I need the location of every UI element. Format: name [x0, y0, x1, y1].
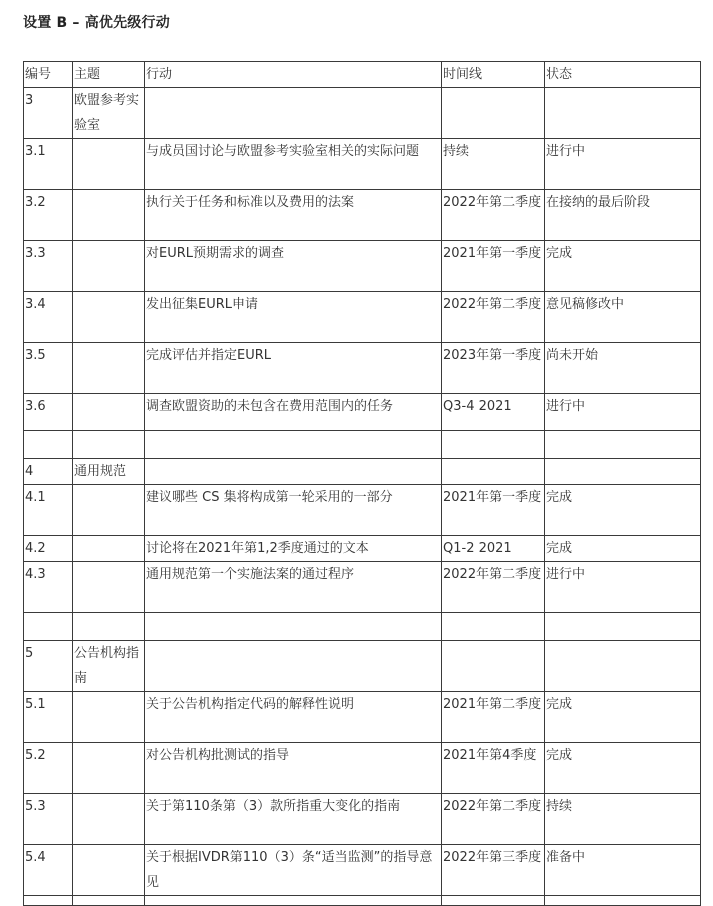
cell-action — [145, 896, 442, 906]
cell-topic — [73, 292, 145, 343]
header-action: 行动 — [145, 62, 442, 88]
cell-id: 4.1 — [24, 485, 73, 536]
table-row — [24, 431, 701, 459]
cell-status: 尚未开始 — [545, 343, 701, 394]
cell-action: 关于根据IVDR第110（3）条“适当监测”的指导意见 — [145, 845, 442, 896]
cell-action: 关于第110条第（3）款所指重大变化的指南 — [145, 794, 442, 845]
cell-topic: 公告机构指南 — [73, 641, 145, 692]
cell-action: 通用规范第一个实施法案的通过程序 — [145, 562, 442, 613]
cell-action: 执行关于任务和标准以及费用的法案 — [145, 190, 442, 241]
table-row — [24, 536, 701, 562]
cell-id: 3.2 — [24, 190, 73, 241]
cell-timeline — [442, 613, 545, 641]
cell-status — [545, 896, 701, 906]
cell-topic — [73, 613, 145, 641]
table-row — [24, 743, 701, 794]
cell-timeline: 持续 — [442, 139, 545, 190]
cell-action: 对EURL预期需求的调查 — [145, 241, 442, 292]
cell-timeline — [442, 459, 545, 485]
cell-status: 进行中 — [545, 562, 701, 613]
cell-status: 进行中 — [545, 139, 701, 190]
cell-timeline — [442, 641, 545, 692]
cell-timeline: 2022年第二季度 — [442, 190, 545, 241]
cell-topic — [73, 562, 145, 613]
cell-action: 对公告机构批测试的指导 — [145, 743, 442, 794]
cell-id: 3.6 — [24, 394, 73, 431]
table-body — [24, 88, 701, 906]
cell-id — [24, 431, 73, 459]
header-topic: 主题 — [73, 62, 145, 88]
table-row — [24, 794, 701, 845]
cell-timeline: 2021年第二季度 — [442, 692, 545, 743]
cell-status: 意见稿修改中 — [545, 292, 701, 343]
table-row — [24, 692, 701, 743]
page-title: 设置 B – 高优先级行动 — [23, 15, 170, 31]
cell-action — [145, 459, 442, 485]
cell-id: 3.1 — [24, 139, 73, 190]
cell-status: 完成 — [545, 241, 701, 292]
cell-id: 5 — [24, 641, 73, 692]
cell-timeline: 2021年第一季度 — [442, 485, 545, 536]
cell-timeline: 2021年第一季度 — [442, 241, 545, 292]
table-row — [24, 845, 701, 896]
cell-topic — [73, 743, 145, 794]
cell-status: 完成 — [545, 485, 701, 536]
cell-topic — [73, 692, 145, 743]
cell-timeline: Q1-2 2021 — [442, 536, 545, 562]
cell-topic — [73, 794, 145, 845]
cell-topic — [73, 190, 145, 241]
cell-topic: 欧盟参考实验室 — [73, 88, 145, 139]
cell-timeline: 2022年第二季度 — [442, 562, 545, 613]
cell-id: 5.1 — [24, 692, 73, 743]
cell-action: 讨论将在2021年第1,2季度通过的文本 — [145, 536, 442, 562]
cell-topic — [73, 394, 145, 431]
cell-status — [545, 431, 701, 459]
cell-id — [24, 896, 73, 906]
cell-status: 完成 — [545, 536, 701, 562]
cell-action: 与成员国讨论与欧盟参考实验室相关的实际问题 — [145, 139, 442, 190]
cell-status: 持续 — [545, 794, 701, 845]
cell-action — [145, 431, 442, 459]
cell-topic: 通用规范 — [73, 459, 145, 485]
cell-status — [545, 459, 701, 485]
cell-action: 关于公告机构指定代码的解释性说明 — [145, 692, 442, 743]
table-row — [24, 641, 701, 692]
cell-timeline — [442, 896, 545, 906]
table-row — [24, 459, 701, 485]
cell-topic — [73, 536, 145, 562]
table-header-row — [24, 62, 701, 88]
cell-status: 进行中 — [545, 394, 701, 431]
cell-topic — [73, 343, 145, 394]
cell-topic — [73, 241, 145, 292]
cell-timeline — [442, 431, 545, 459]
cell-status — [545, 88, 701, 139]
cell-id: 5.4 — [24, 845, 73, 896]
cell-action — [145, 613, 442, 641]
cell-id: 3.5 — [24, 343, 73, 394]
cell-topic — [73, 139, 145, 190]
cell-status: 完成 — [545, 692, 701, 743]
cell-action: 调查欧盟资助的未包含在费用范围内的任务 — [145, 394, 442, 431]
table-row — [24, 88, 701, 139]
table-row — [24, 485, 701, 536]
cell-status: 在接纳的最后阶段 — [545, 190, 701, 241]
table-row — [24, 613, 701, 641]
cell-action: 建议哪些 CS 集将构成第一轮采用的一部分 — [145, 485, 442, 536]
table-row — [24, 139, 701, 190]
cell-action: 完成评估并指定EURL — [145, 343, 442, 394]
cell-topic — [73, 431, 145, 459]
cell-id: 3.4 — [24, 292, 73, 343]
cell-id: 3.3 — [24, 241, 73, 292]
cell-status: 准备中 — [545, 845, 701, 896]
cell-id: 4.2 — [24, 536, 73, 562]
header-id: 编号 — [24, 62, 73, 88]
cell-timeline: 2022年第二季度 — [442, 794, 545, 845]
cell-action: 发出征集EURL申请 — [145, 292, 442, 343]
cell-topic — [73, 485, 145, 536]
cell-timeline: 2022年第三季度 — [442, 845, 545, 896]
table-row — [24, 562, 701, 613]
cell-id: 4.3 — [24, 562, 73, 613]
cell-topic — [73, 896, 145, 906]
cell-id: 3 — [24, 88, 73, 139]
cell-id — [24, 613, 73, 641]
cell-id: 4 — [24, 459, 73, 485]
cell-action — [145, 641, 442, 692]
cell-status — [545, 613, 701, 641]
table-row — [24, 394, 701, 431]
action-plan-table — [23, 61, 701, 906]
table-row — [24, 241, 701, 292]
table-row — [24, 190, 701, 241]
cell-id: 5.2 — [24, 743, 73, 794]
cell-timeline: 2023年第一季度 — [442, 343, 545, 394]
cell-status: 完成 — [545, 743, 701, 794]
cell-id: 5.3 — [24, 794, 73, 845]
table-row — [24, 896, 701, 906]
cell-status — [545, 641, 701, 692]
table-row — [24, 343, 701, 394]
header-status: 状态 — [545, 62, 701, 88]
cell-action — [145, 88, 442, 139]
cell-timeline — [442, 88, 545, 139]
table-row — [24, 292, 701, 343]
cell-timeline: 2021年第4季度 — [442, 743, 545, 794]
header-timeline: 时间线 — [442, 62, 545, 88]
cell-topic — [73, 845, 145, 896]
cell-timeline: 2022年第二季度 — [442, 292, 545, 343]
cell-timeline: Q3-4 2021 — [442, 394, 545, 431]
